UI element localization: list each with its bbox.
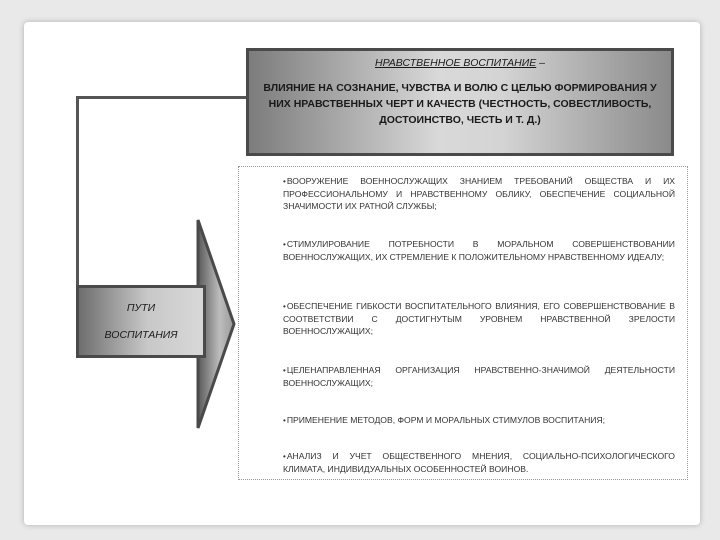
- list-item: [283, 238, 675, 263]
- bullet-icon: •: [283, 366, 286, 375]
- paths-label-line2: ВОСПИТАНИЯ: [104, 329, 178, 341]
- list-item: [283, 414, 675, 427]
- connector-line-top: [76, 96, 252, 99]
- list-item: [283, 175, 675, 212]
- bullet-icon: •: [283, 416, 286, 425]
- list-item: [283, 450, 675, 475]
- bullet-icon: •: [283, 240, 286, 249]
- definition-box: [246, 48, 674, 156]
- bullet-icon: •: [283, 452, 286, 461]
- methods-list: [238, 166, 688, 480]
- paths-box: [76, 285, 206, 358]
- list-item-text: ОБЕСПЕЧЕНИЕ ГИБКОСТИ ВОСПИТАТЕЛЬНОГО ВЛИЯНИЯ, ЕГО СОВЕРШЕНСТВОВАНИЕ В СООТВЕТСТВИИ С ДОСТИГНУТЫМ УРОВНЕМ НРАВСТВЕННОЙ ЗРЕЛОСТИ ВОЕННОСЛУЖАЩИХ;: [283, 301, 675, 336]
- paths-label-line1: ПУТИ: [126, 302, 156, 314]
- definition-text: ВЛИЯНИЕ НА СОЗНАНИЕ, ЧУВСТВА И ВОЛЮ С ЦЕЛЬЮ ФОРМИРОВАНИЯ У НИХ НРАВСТВЕННЫХ ЧЕРТ И КАЧЕСТВ (ЧЕСТНОСТЬ, СОВЕСТЛИВОСТЬ, ДОСТОИНСТВО, ЧЕСТЬ И Т. Д.): [263, 82, 657, 126]
- list-item-text: ВООРУЖЕНИЕ ВОЕННОСЛУЖАЩИХ ЗНАНИЕМ ТРЕБОВАНИЙ ОБЩЕСТВА И ИХ ПРОФЕССИОНАЛЬНОМУ И НРАВСТВЕННОМУ ОБЛИКУ, ОБЕСПЕЧЕНИЕ СОЦИАЛЬНОЙ ЗНАЧИМОСТИ ИХ РАТНОЙ СЛУЖБЫ;: [283, 176, 675, 211]
- list-item: [283, 300, 675, 337]
- list-item-text: ЦЕЛЕНАПРАВЛЕННАЯ ОРГАНИЗАЦИЯ НРАВСТВЕННО-ЗНАЧИМОЙ ДЕЯТЕЛЬНОСТИ ВОЕННОСЛУЖАЩИХ;: [283, 365, 675, 388]
- bullet-icon: •: [283, 302, 286, 311]
- list-item-text: АНАЛИЗ И УЧЕТ ОБЩЕСТВЕННОГО МНЕНИЯ, СОЦИАЛЬНО-ПСИХОЛОГИЧЕСКОГО КЛИМАТА, ИНДИВИДУАЛЬНЫХ ОСОБЕННОСТЕЙ ВОИНОВ.: [283, 451, 675, 474]
- definition-dash: –: [536, 57, 546, 69]
- list-item-text: СТИМУЛИРОВАНИЕ ПОТРЕБНОСТИ В МОРАЛЬНОМ СОВЕРШЕНСТВОВАНИИ ВОЕННОСЛУЖАЩИХ, ИХ СТРЕМЛЕНИЕ К ПОЛОЖИТЕЛЬНОМУ НРАВСТВЕННОМУ ИДЕАЛУ;: [283, 239, 675, 262]
- definition-title: НРАВСТВЕННОЕ ВОСПИТАНИЕ: [374, 57, 537, 69]
- list-item-text: ПРИМЕНЕНИЕ МЕТОДОВ, ФОРМ И МОРАЛЬНЫХ СТИМУЛОВ ВОСПИТАНИЯ;: [286, 415, 606, 425]
- bullet-icon: •: [283, 177, 286, 186]
- list-item: [283, 364, 675, 389]
